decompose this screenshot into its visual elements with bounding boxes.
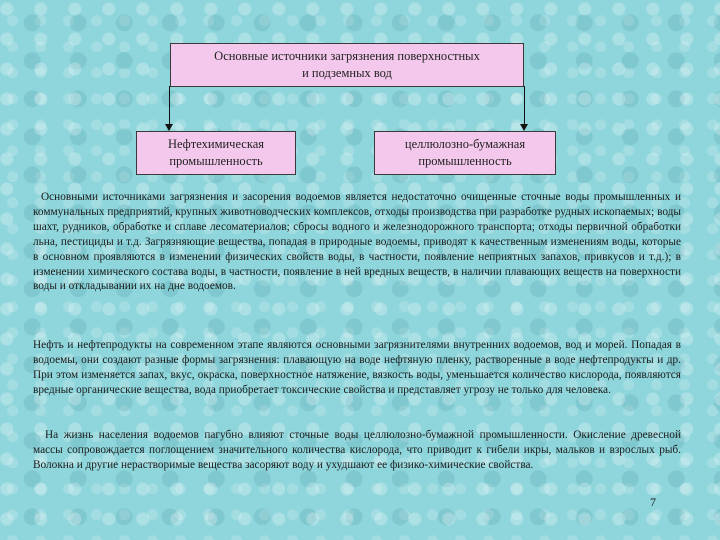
arrow-down-icon bbox=[520, 124, 528, 131]
paragraph: Основными источниками загрязнения и засорения водоемов является недостаточно очищенные сточные воды промышленных и коммунальных предприятий, крупных животноводческих комплексов, отходы производства при разработке рудных ископаемых; воды шахт, рудников, обработке и сплаве лесоматериалов; сбросы водного и железнодорожного транспорта; отходы первичной обработки льна, пестициды и т.д. Загрязняющие вещества, попадая в природные водоемы, приводят к качественным изменениям воды, которые в основном проявляются в изменении физических свойств воды, в частности, появление неприятных запахов, привкусов и т.д.); в изменении химического состава воды, в частности, появление в ней вредных веществ, в наличии плавающих веществ на поверхности воды и откладывании их на дне водоемов. bbox=[33, 191, 681, 293]
connector-left-vertical bbox=[169, 86, 170, 124]
arrow-down-icon bbox=[165, 124, 173, 131]
paragraph: Нефть и нефтепродукты на современном этапе являются основными загрязнителями внутренних водоемов, вод и морей. Попадая в водоемы, они создают разные формы загрязнения: плавающую на воде нефтяную пленку, растворенные в воде нефтепродукты и др. При этом изменяется запах, вкус, окраска, поверхностное натяжение, вязкость воды, уменьшается количество кислорода, появляются вредные органические вещества, вода приобретает токсические свойства и представляет угрозу не только для человека. bbox=[33, 339, 681, 396]
paragraph: На жизнь населения водоемов пагубно влияют сточные воды целлюлозно-бумажной промышленности. Окисление древесной массы сопровождается поглощением значительного количества кислорода, что приводит к гибели икры, мальков и взрослых рыб. Волокна и другие нерастворимые вещества засоряют воду и ухудшают ее физико-химические свойства. bbox=[33, 429, 681, 471]
diagram-right-box bbox=[374, 131, 556, 175]
diagram-top-box bbox=[170, 43, 524, 87]
diagram-top-box-text: Основные источники загрязнения поверхностных и подземных вод bbox=[214, 49, 480, 80]
page-number: 7 bbox=[650, 495, 656, 509]
diagram-right-box-text: целлюлозно-бумажная промышленность bbox=[404, 137, 526, 168]
connector-right-vertical bbox=[524, 86, 525, 124]
diagram-left-box-text: Нефтехимическая промышленность bbox=[167, 137, 265, 168]
diagram-left-box bbox=[136, 131, 296, 175]
